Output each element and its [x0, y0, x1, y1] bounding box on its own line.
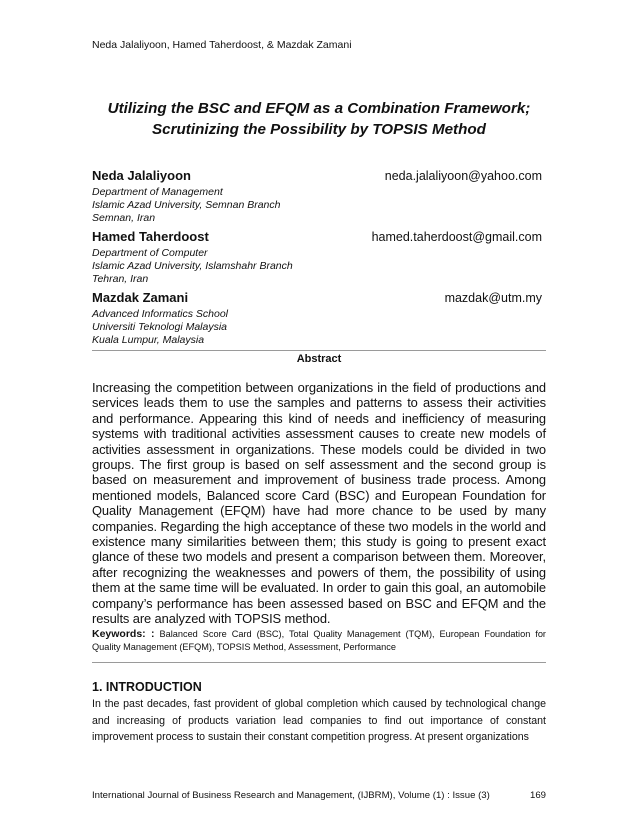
affiliation-line: Islamic Azad University, Semnan Branch [92, 198, 281, 211]
divider-rule [92, 662, 546, 663]
affiliation-line: Department of Management [92, 186, 223, 198]
affiliation-line: Tehran, Iran [92, 272, 149, 285]
section-heading: 1. INTRODUCTION [92, 680, 202, 694]
author-email: neda.jalaliyoon@yahoo.com [384, 169, 542, 183]
author-email: mazdak@utm.my [444, 291, 542, 305]
affiliation-line: Universiti Teknologi Malaysia [92, 320, 228, 333]
author-block-1 [92, 168, 546, 224]
author-affiliation [92, 308, 546, 346]
paper-title [92, 98, 546, 140]
footer-journal: International Journal of Business Research and Management, (IJBRM), Volume (1) : Issue (3) [92, 790, 490, 801]
author-name: Hamed Taherdoost [92, 229, 209, 244]
running-head: Neda Jalaliyoon, Hamed Taherdoost, & Mazdak Zamani [92, 39, 352, 51]
keywords [92, 628, 546, 655]
affiliation-line: Advanced Informatics School [92, 308, 228, 320]
title-line-1: Utilizing the BSC and EFQM as a Combination Framework; [107, 100, 531, 117]
affiliation-line: Department of Computer [92, 247, 208, 259]
author-name: Neda Jalaliyoon [92, 168, 191, 183]
abstract-heading: Abstract [296, 353, 342, 365]
author-email: hamed.taherdoost@gmail.com [371, 230, 542, 244]
title-line-2: Scrutinizing the Possibility by TOPSIS Method [152, 121, 486, 138]
keywords-label: Keywords: : [92, 628, 155, 640]
affiliation-line: Kuala Lumpur, Malaysia [92, 333, 205, 346]
author-block-3 [92, 290, 546, 346]
author-name: Mazdak Zamani [92, 290, 189, 305]
intro-text: In the past decades, fast provident of global completion which caused by technological change and increasing of products variation lead companies to find out importance of constant improvement process to sustain their constant competition progress. At present organizations [92, 698, 546, 744]
page-footer [92, 790, 546, 801]
author-affiliation [92, 247, 546, 285]
affiliation-line: Islamic Azad University, Islamshahr Branch [92, 259, 293, 272]
keywords-text: Balanced Score Card (BSC), Total Quality Management (TQM), European Foundation for Quality Management (EFQM), TOPSIS Method, Assessment, Performance [92, 629, 546, 653]
abstract-text: Increasing the competition between organizations in the field of productions and services leads them to use the samples and patterns to assess their activities and performance. Appearing this kind of needs and inefficiency of measuring systems with traditional activities assessment causes to create new models of activities assessment in organizations. These models could be divided in two groups. The first group is based on self assessment and the second group is based on measurement and improvement of business trade process. Among mentioned models, Balanced score Card (BSC) and European Foundation for Quality Management (EFQM) have had more chance to be used by many companies. Regarding the high acceptance of these two models in the world and existence many similarities between them; this study is going to present exact glance of these two models and present a comparison between them. Moreover, after recognizing the weaknesses and powers of them, the possibility of using them at the same time will be evaluated. In order to gain this goal, an automobile company’s performance has been assessed based on BSC and EFQM and the results are analyzed with TOPSIS method. [92, 380, 546, 627]
page-number: 169 [529, 790, 546, 801]
divider-rule [92, 350, 546, 351]
affiliation-line: Semnan, Iran [92, 211, 156, 224]
author-block-2 [92, 229, 546, 285]
author-affiliation [92, 186, 546, 224]
